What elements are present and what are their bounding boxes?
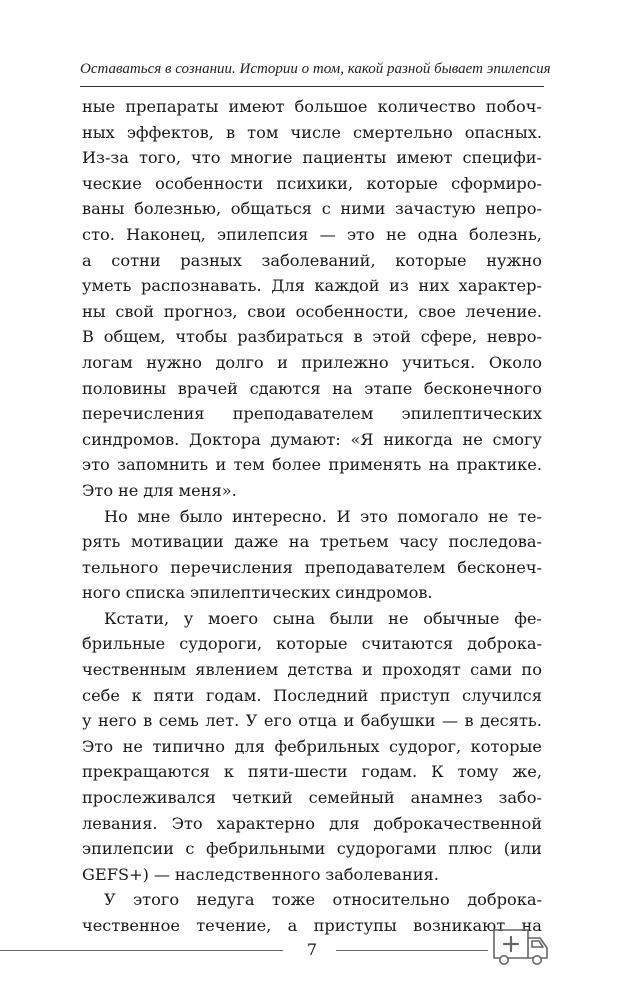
text-line: чественное течение, а приступы возникают на (82, 916, 542, 935)
text-line: перечисления преподавателем эпилептических (82, 404, 542, 424)
text-line: GEFS+) — наследственного заболевания. (82, 864, 439, 884)
footer-divider-left (0, 950, 283, 951)
text-line: левания. Это характерно для доброкачественной (82, 813, 542, 833)
text-line: эпилепсии с фебрильными судорогами плюс (или (82, 839, 542, 859)
text-line: Это не типично для фебрильных судорог, которые (82, 736, 542, 756)
text-line: ные препараты имеют большое количество побоч- (82, 97, 542, 116)
text-line: чественным явлением детства и проходят сами по (82, 660, 542, 680)
text-line: ных эффектов, в том числе смертельно опасных. (82, 122, 542, 142)
text-line: синдромов. Доктора думают: «Я никогда не смогу (82, 429, 542, 449)
page-number: 7 (306, 940, 318, 959)
text-line: ческие особенности психики, которые сформиро- (82, 173, 542, 193)
text-line: себе к пяти годам. Последний приступ случился (82, 685, 542, 705)
text-line: уметь распознавать. Для каждой из них характер- (82, 276, 542, 296)
text-line: ваны болезнью, общаться с ними зачастую непро- (82, 199, 542, 219)
text-line: прослеживался четкий семейный анамнез забо- (82, 788, 542, 808)
text-line: брильные судороги, которые считаются доброка- (82, 634, 542, 654)
text-line: У этого недуга тоже относительно доброка- (104, 890, 542, 910)
text-line: ного списка эпилептических синдромов. (82, 583, 433, 603)
header-divider (80, 86, 544, 87)
text-line: у него в семь лет. У его отца и бабушки — в десять. (82, 711, 542, 731)
text-line: а сотни разных заболеваний, которые нужно (82, 250, 542, 270)
text-line: ны свой прогноз, свои особенности, свое лечение. (82, 301, 542, 321)
text-line: Кстати, у моего сына были не обычные фе- (104, 608, 542, 628)
running-head: Оставаться в сознании. Истории о том, какой разной бывает эпилепсия (80, 61, 551, 77)
text-line: тельного перечисления преподавателем бесконеч- (82, 557, 542, 577)
text-line: прекращаются к пяти-шести годам. К тому же, (82, 762, 542, 782)
text-line: сто. Наконец, эпилепсия — это не одна болезнь, (82, 224, 542, 244)
text-line: Но мне было интересно. И это помогало не те- (104, 506, 542, 526)
text-line: половины врачей сдаются на этапе бесконечного (82, 378, 542, 398)
text-line: В общем, чтобы разбираться в этой сфере, невро- (82, 327, 542, 347)
text-line: это запомнить и тем более применять на практике. (82, 455, 542, 475)
text-line: логам нужно долго и прилежно учиться. Около (82, 352, 542, 372)
body-text (82, 94, 542, 939)
ambulance-icon (490, 922, 550, 968)
footer-divider-right (336, 950, 488, 951)
text-line: Из-за того, что многие пациенты имеют специфи- (82, 148, 542, 168)
text-line: рять мотивации даже на третьем часу последова- (82, 532, 542, 552)
text-line: Это не для меня». (82, 480, 237, 500)
